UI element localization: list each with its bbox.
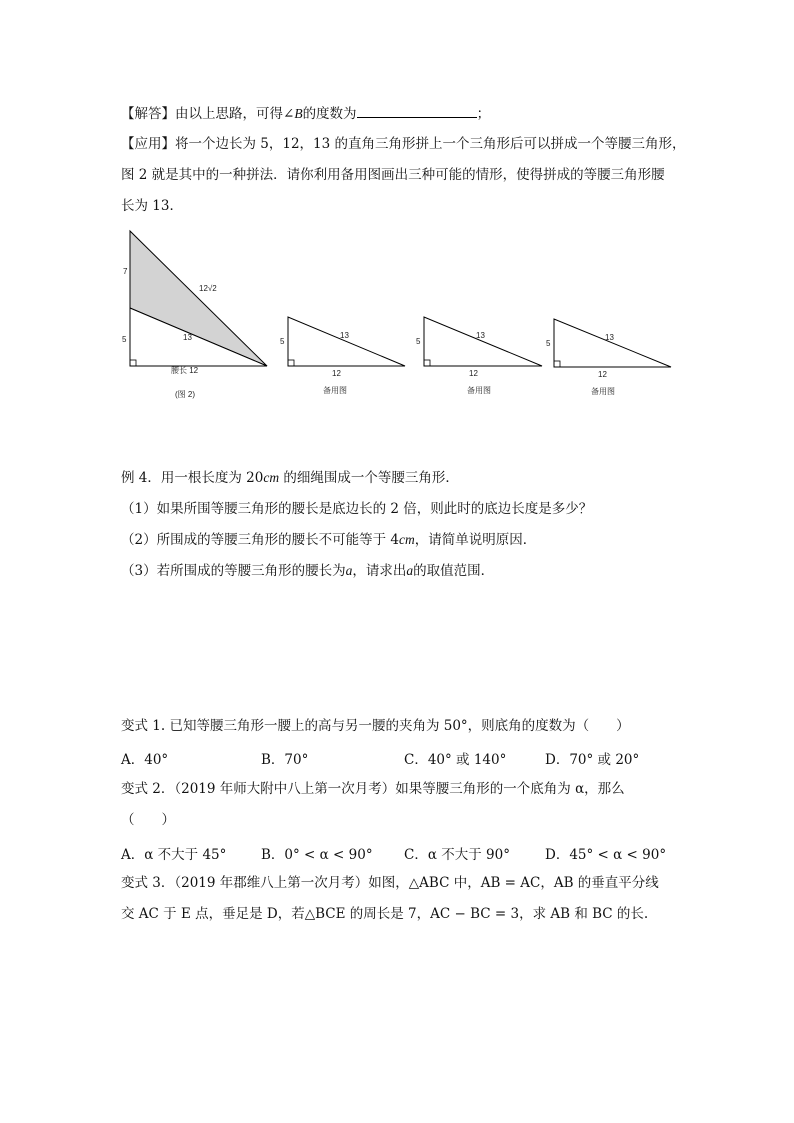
q3-text: （3）若所围成的等腰三角形的腰长为: [121, 563, 346, 579]
spare-triangle: [554, 319, 671, 367]
spare-triangle: [288, 317, 405, 366]
unit-cm: cm: [398, 532, 415, 547]
answer-tag: 【解答】: [121, 106, 175, 122]
example4-q2: [121, 531, 536, 549]
figure-caption: (图 2): [175, 390, 195, 399]
figure-2: [115, 226, 275, 406]
spare-figure-1: [278, 310, 408, 402]
variant1-option-c[interactable]: C．40° 或 140°: [404, 752, 507, 768]
application-line-3: 长为 13．: [121, 198, 183, 214]
answer-line: [121, 104, 490, 123]
spare-figure-3: [543, 310, 675, 402]
label-5: 5: [416, 337, 421, 346]
variant1-stem: 变式 1. 已知等腰三角形一腰上的高与另一腰的夹角为 50°，则底角的度数为（ ）: [121, 718, 630, 734]
var-a: a: [345, 563, 353, 578]
variant3-line-1: 变式 3．（2019 年郡维八上第一次月考）如图，△ABC 中，AB = AC，AB 的垂直平分线: [121, 875, 659, 891]
variant2-option-b[interactable]: B．0° < α < 90°: [261, 847, 373, 863]
application-line-2: 图 2 就是其中的一种拼法．请你利用备用图画出三种可能的情形，使得拼成的等腰三角形腰: [121, 167, 665, 183]
label-5: 5: [546, 339, 551, 348]
label-5: 5: [280, 337, 285, 346]
spare-figure-2: [414, 310, 546, 402]
example4-title: [121, 469, 459, 487]
example4-q3: [121, 562, 494, 580]
variant2-option-a[interactable]: A．α 不大于 45°: [121, 847, 227, 863]
q2-end: ，请简单说明原因．: [414, 532, 537, 548]
variant2-stem: 变式 2．（2019 年师大附中八上第一次月考）如果等腰三角形的一个底角为 α，那么: [121, 781, 625, 797]
example4-title-text: 例 4．用一根长度为 20: [121, 470, 264, 486]
label-13: 13: [183, 333, 192, 342]
label-12: 12: [332, 369, 341, 378]
answer-text: 由以上思路，可得∠: [175, 106, 295, 122]
label-7: 7: [123, 267, 128, 276]
variant2-paren: （ ）: [121, 812, 175, 828]
right-angle-mark: [288, 360, 294, 366]
example4-title-end: 的细绳围成一个等腰三角形．: [279, 470, 459, 486]
var-a: a: [406, 563, 414, 578]
right-angle-mark: [554, 361, 560, 367]
answer-text2: 的度数为: [302, 106, 357, 122]
spare-caption: 备用图: [591, 387, 615, 396]
label-13: 13: [476, 331, 485, 340]
answer-end: ；: [476, 106, 491, 122]
q3-mid: ，请求出: [352, 563, 407, 579]
label-13: 13: [340, 331, 349, 340]
spare-caption: 备用图: [467, 386, 491, 395]
unit-cm: cm: [263, 470, 280, 485]
label-5: 5: [122, 335, 127, 344]
spare-triangle: [424, 317, 542, 366]
variant1-option-a[interactable]: A．40°: [121, 752, 169, 768]
q3-end: 的取值范围．: [413, 563, 495, 579]
angle-var: B: [294, 106, 303, 121]
label-13: 13: [605, 333, 614, 342]
right-angle-mark: [424, 360, 430, 366]
q2-text: （2）所围成的等腰三角形的腰长不可能等于 4: [121, 532, 399, 548]
spare-caption: 备用图: [323, 386, 347, 395]
variant3-line-2: 交 AC 于 E 点，垂足是 D，若△BCE 的周长是 7，AC − BC = 3，求 AB 和 BC 的长.: [121, 906, 649, 922]
example4-q1: （1）如果所围等腰三角形的腰长是底边长的 2 倍，则此时的底边长度是多少？: [121, 501, 593, 517]
label-12: 12: [469, 369, 478, 378]
application-line-1: 【应用】将一个边长为 5，12，13 的直角三角形拼上一个三角形后可以拼成一个等腰三角形，: [121, 136, 686, 152]
variant2-option-c[interactable]: C．α 不大于 90°: [404, 847, 510, 863]
label-base: 腰长 12: [171, 366, 199, 375]
variant1-option-d[interactable]: D．70° 或 20°: [545, 752, 640, 768]
variant2-option-d[interactable]: D．45° < α < 90°: [545, 847, 667, 863]
label-12: 12: [598, 370, 607, 379]
label-12r2: 12√2: [199, 284, 217, 293]
variant1-option-b[interactable]: B．70°: [261, 752, 309, 768]
answer-blank[interactable]: [357, 104, 477, 118]
